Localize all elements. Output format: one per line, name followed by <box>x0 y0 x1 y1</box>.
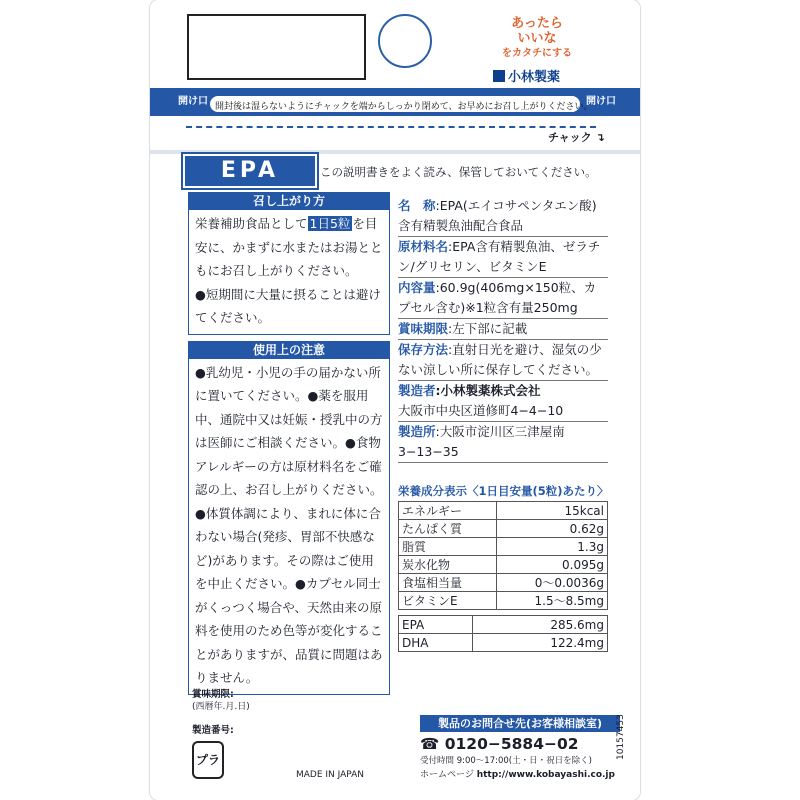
precautions-body: ●乳幼児・小児の手の届かない所に置いてください。●薬を服用中、通院中又は妊娠・授乳中の方は医師にご相談ください。●食物アレルギーの方は原材料名をご確認の上、お召し上がりください。●体質体調により、まれに体に合わない場合(発疹、胃部不快感など)があります。その際はご使用を中止ください。●カプセル同士がくっつく場合や、天然由来の原料を使用のため色等が変化することがありますが、品質に問題はありません。 <box>188 359 390 695</box>
table-row <box>399 574 608 592</box>
info-storage-key: 保存方法 <box>398 342 449 357</box>
nutrient-label: 食塩相当量 <box>399 574 497 592</box>
nutrient-label: 炭水化物 <box>399 556 497 574</box>
product-tab: EPA <box>183 154 317 188</box>
info-ingredients <box>398 237 608 278</box>
homepage-label: ホームページ <box>420 770 474 780</box>
nutrient-value: 0.095g <box>496 556 607 574</box>
info-best-before <box>398 319 608 340</box>
hang-hole <box>378 14 432 68</box>
phone-number[interactable] <box>420 735 620 753</box>
contact-block <box>420 715 620 780</box>
intro-text: この説明書きをよく読み、保管しておいてください。 <box>320 165 597 179</box>
info-maker-value: :小林製薬株式会社 <box>435 383 541 398</box>
table-row <box>399 634 608 652</box>
lot-label: 製造番号: <box>192 725 234 736</box>
nutrition-title: 栄養成分表示〈1日目安量(5粒)あたり〉 <box>398 484 609 498</box>
slogan-line3: をカタチにする <box>502 48 572 59</box>
slogan-line1: あったら <box>511 16 563 31</box>
nutrition-extra-table <box>398 615 608 652</box>
how-to-take-text-c: ●短期間に大量に摂ることは避けてください。 <box>195 286 381 325</box>
zipper-label <box>548 129 605 145</box>
arrow-down-icon: ↴ <box>595 131 605 144</box>
product-code: 10157453 <box>616 714 626 760</box>
opening-note: 開封後は湿らないようにチャックを端からしっかり閉めて、お早めにお召し上がりください。 <box>215 102 593 112</box>
info-name-value: :EPA(エイコサペンタエン酸)含有精製魚油配合食品 <box>398 198 597 233</box>
info-storage-value: :直射日光を避け、湿気の少ない涼しい所に保存してください。 <box>398 342 602 377</box>
homepage-link[interactable]: http://www.kobayashi.co.jp <box>476 770 615 780</box>
daily-dose-highlight: 1日5粒 <box>309 216 351 231</box>
nutrient-label: たんぱく質 <box>399 520 497 538</box>
table-row <box>399 592 608 610</box>
made-in: MADE IN JAPAN <box>296 770 365 780</box>
how-to-take-text-a: 栄養補助食品として <box>195 216 308 231</box>
nutrient-value: 15kcal <box>496 502 607 520</box>
table-row <box>399 520 608 538</box>
info-best-before-key: 賞味期限 <box>398 321 449 336</box>
expiry-lot-block <box>192 688 250 737</box>
nutrition-table <box>398 501 608 610</box>
nutrient-value: 1.5〜8.5mg <box>496 592 607 610</box>
expiry-format: (西暦年.月.日) <box>192 702 250 712</box>
brand-mark-icon <box>493 70 505 82</box>
info-plant <box>398 422 608 463</box>
precautions-heading: 使用上の注意 <box>188 341 390 359</box>
tear-notch-right[interactable]: 開け口 <box>586 96 616 107</box>
freedial-icon: ☎ <box>420 735 440 753</box>
table-row <box>399 556 608 574</box>
slogan-line2: いいな <box>517 31 557 46</box>
info-name-key: 名 称 <box>398 198 436 213</box>
nutrition-facts <box>398 483 608 652</box>
info-content <box>398 278 608 319</box>
info-maker-key: 製造者 <box>398 383 436 398</box>
info-content-value: :60.9g(406mg×150粒、カプセル含む)※1粒含有量250mg <box>398 280 597 315</box>
table-row <box>399 538 608 556</box>
nutrient-label: 脂質 <box>399 538 497 556</box>
nutrient-value: 0.62g <box>496 520 607 538</box>
info-content-key: 内容量 <box>398 280 436 295</box>
info-best-before-value: :左下部に記載 <box>448 321 528 336</box>
nutrient-value: 122.4mg <box>473 634 608 652</box>
nutrient-label: DHA <box>399 634 473 652</box>
tear-notch-left[interactable]: 開け口 <box>178 96 208 107</box>
brand-name: 小林製薬 <box>508 70 561 85</box>
zipper-label-text: チャック <box>548 131 592 144</box>
nutrient-label: エネルギー <box>399 502 497 520</box>
info-maker-address: 大阪市中央区道修町4−4−10 <box>398 403 564 418</box>
phone-text: 0120−5884−02 <box>444 735 579 753</box>
homepage <box>420 767 620 780</box>
brand-logo <box>493 66 560 85</box>
info-storage <box>398 340 608 381</box>
nutrient-label: ビタミンE <box>399 592 497 610</box>
contact-heading: 製品のお問合せ先(お客様相談室) <box>420 715 620 732</box>
info-ingredients-value: :EPA含有精製魚油、ゼラチン/グリセリン、ビタミンE <box>398 239 601 274</box>
product-name-window <box>187 14 366 80</box>
info-plant-value: :大阪市淀川区三津屋南3−13−35 <box>398 424 565 459</box>
how-to-take-body <box>188 210 390 335</box>
nutrient-value: 0〜0.0036g <box>496 574 607 592</box>
info-ingredients-key: 原材料名 <box>398 239 449 254</box>
expiry-label: 賞味期限: <box>192 689 234 700</box>
info-name <box>398 196 608 237</box>
slogan <box>492 16 582 61</box>
table-row <box>399 502 608 520</box>
reception-hours: 受付時間 9:00〜17:00(土・日・祝日を除く) <box>420 756 592 766</box>
recycle-pla-icon: プラ <box>192 741 224 779</box>
nutrient-value: 1.3g <box>496 538 607 556</box>
zipper-line <box>186 116 596 128</box>
info-plant-key: 製造所 <box>398 424 436 439</box>
how-to-take-text-b: を目安に、かまずに水またはお湯とともにお召し上がりください。 <box>195 216 383 278</box>
how-to-take-heading: 召し上がり方 <box>188 192 390 210</box>
table-row <box>399 616 608 634</box>
left-column <box>188 192 390 695</box>
label-info <box>398 196 608 463</box>
info-maker <box>398 381 608 422</box>
nutrient-value: 285.6mg <box>473 616 608 634</box>
nutrient-label: EPA <box>399 616 473 634</box>
